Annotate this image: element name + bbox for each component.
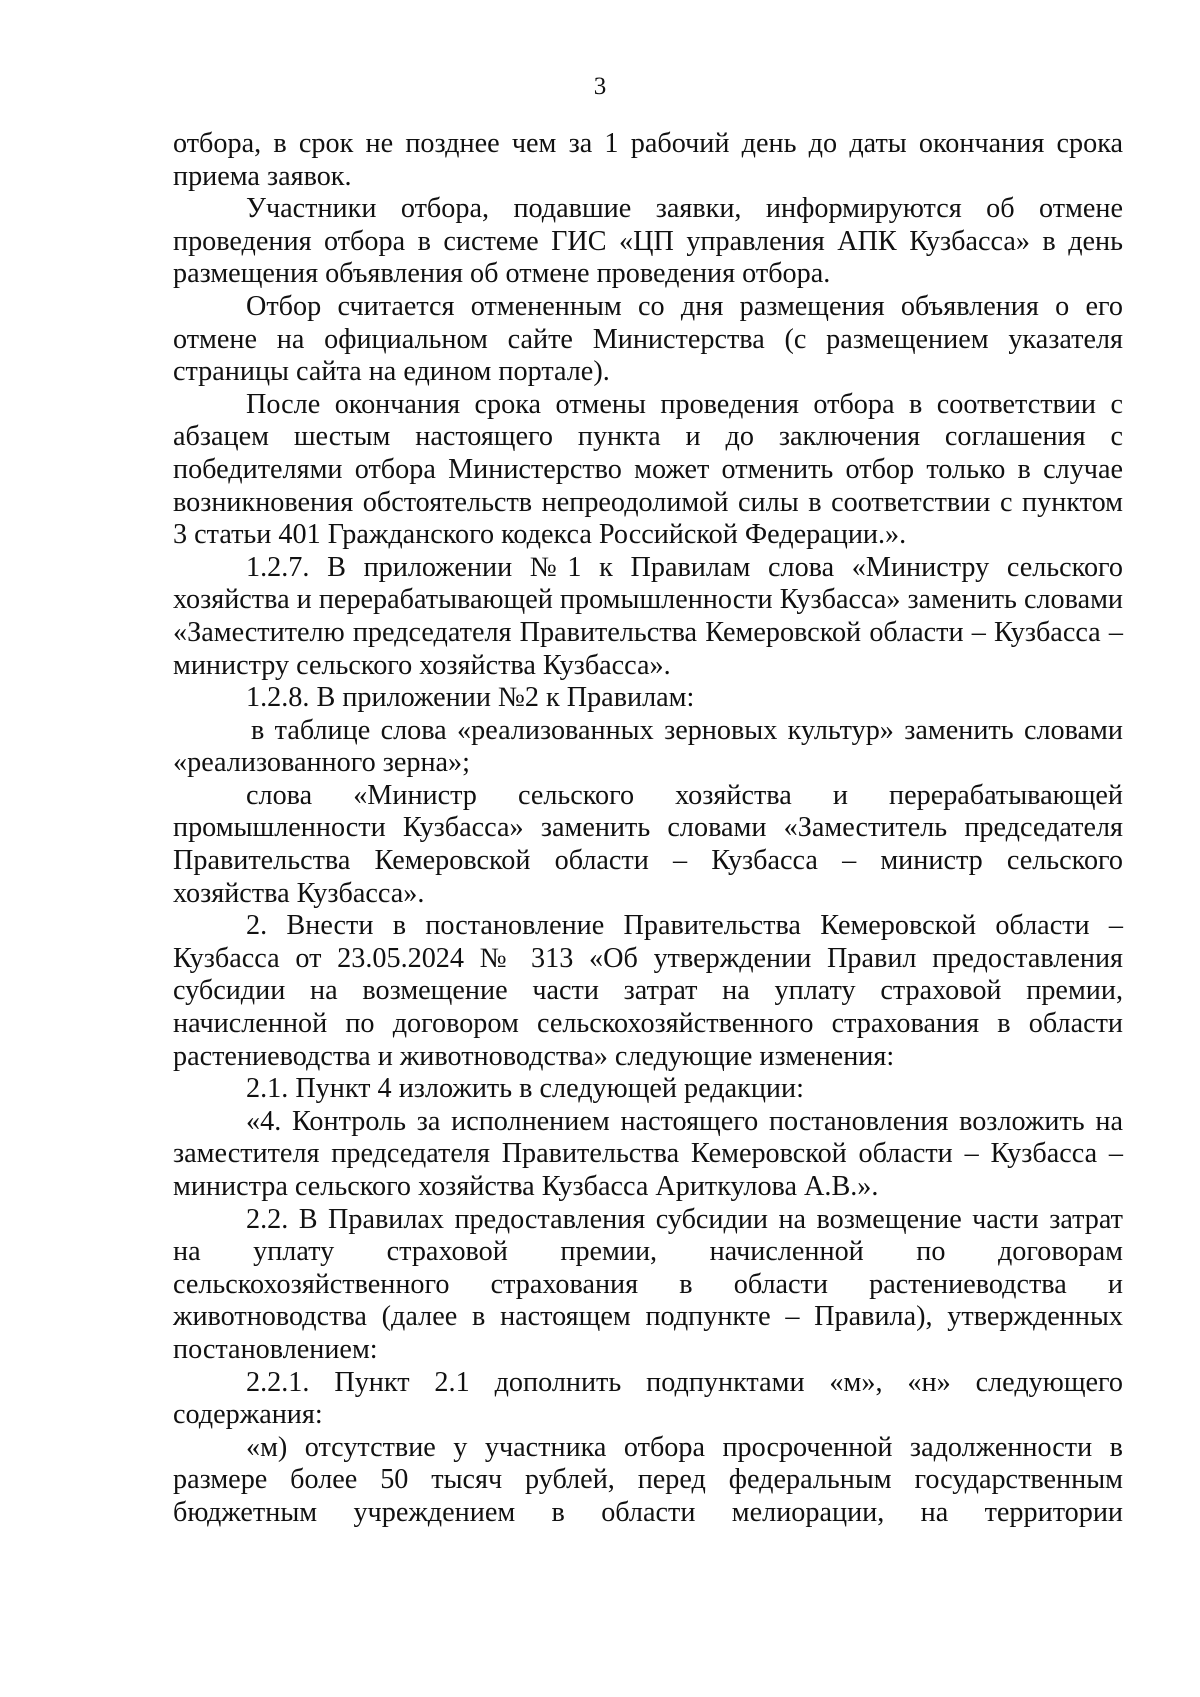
paragraph-10: 2.1. Пункт 4 изложить в следующей редакции: <box>246 1073 804 1105</box>
paragraph-2: Участники отбора, подавшие заявки, информируются об отмене проведения отбора в системе ГИС «ЦП управления АПК Кузбасса» в день размещения объявления об отмене проведения отбора. <box>173 193 1123 290</box>
paragraph-9: 2. Внести в постановление Правительства Кемеровской области – Кузбасса от 23.05.2024 № 313 «Об утверждении Правил предоставления субсидии на возмещение части затрат на уплату страховой премии, начисленной по договором сельскохозяйственного страхования в области растениеводства и животноводства» следующие изменения: <box>173 910 1123 1072</box>
paragraph-7: в таблице слова «реализованных зерновых культур» заменить словами «реализованного зерна»; <box>173 714 1123 779</box>
page-number: 3 <box>593 73 607 100</box>
paragraph-4: После окончания срока отмены проведения отбора в соответствии с абзацем шестым настоящего пункта и до заключения соглашения с победителями отбора Министерство может отменить отбор только в случае возникновения обстоятельств непреодолимой силы в соответствии с пунктом 3 статьи 401 Гражданского кодекса Российской Федерации.». <box>173 388 1123 551</box>
paragraph-5: 1.2.7. В приложении №1 к Правилам слова «Министру сельского хозяйства и перерабатывающей промышленности Кузбасса» заменить словами «Заместителю председателя Правительства Кемеровской области – Кузбасса – министру сельского хозяйства Кузбасса». <box>173 551 1123 681</box>
paragraph-6: 1.2.8. В приложении №2 к Правилам: <box>246 682 695 714</box>
paragraph-1: отбора, в срок не позднее чем за 1 рабочий день до даты окончания срока приема заявок. <box>173 128 1123 192</box>
paragraph-11: «4. Контроль за исполнением настоящего постановления возложить на заместителя председателя Правительства Кемеровской области – Кузбасса – министра сельского хозяйства Кузбасса Ариткулова А.В.». <box>173 1105 1123 1202</box>
paragraph-13: 2.2.1. Пункт 2.1 дополнить подпунктами «м», «н» следующего содержания: <box>173 1366 1123 1431</box>
paragraph-12: 2.2. В Правилах предоставления субсидии на возмещение части затрат на уплату страховой премии, начисленной по договорам сельскохозяйственного страхования в области растениеводства и животноводства (далее в настоящем подпункте – Правила), утвержденных постановлением: <box>173 1203 1123 1365</box>
paragraph-8: слова «Министр сельского хозяйства и перерабатывающей промышленности Кузбасса» заменить словами «Заместитель председателя Правительства Кемеровской области – Кузбасса – министр сельского хозяйства Кузбасса». <box>173 779 1123 909</box>
document-body <box>173 128 1123 1530</box>
paragraph-3: Отбор считается отмененным со дня размещения объявления о его отмене на официальном сайте Министерства (с размещением указателя страницы сайта на едином портале). <box>173 290 1123 388</box>
paragraph-14: «м) отсутствие у участника отбора просроченной задолженности в размере более 50 тысяч рублей, перед федеральным государственным бюджетным учреждением в области мелиорации, на территории <box>173 1431 1123 1528</box>
